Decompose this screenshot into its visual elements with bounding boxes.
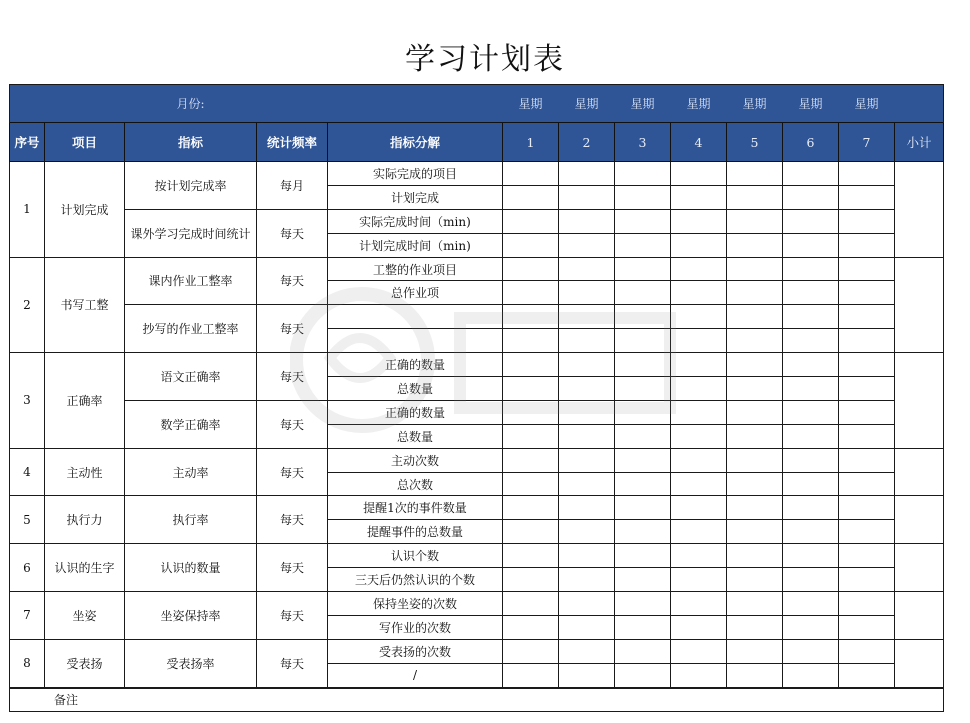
- day-entry-cell[interactable]: [671, 353, 727, 377]
- breakdown-cell: 提醒1次的事件数量: [328, 496, 503, 520]
- day-entry-cell[interactable]: [503, 209, 559, 233]
- day-entry-cell[interactable]: [559, 639, 615, 663]
- day-entry-cell[interactable]: [783, 615, 839, 639]
- week-label: 星期: [503, 85, 559, 123]
- day-entry-cell[interactable]: [671, 496, 727, 520]
- table-row: [10, 639, 944, 663]
- day-entry-cell[interactable]: [503, 400, 559, 424]
- day-entry-cell[interactable]: [503, 353, 559, 377]
- day-entry-cell[interactable]: [559, 329, 615, 353]
- day-entry-cell[interactable]: [671, 663, 727, 687]
- header-metric: 指标: [125, 123, 257, 162]
- table-row: [10, 162, 944, 186]
- day-entry-cell[interactable]: [727, 663, 783, 687]
- metric-cell: 语文正确率: [125, 353, 257, 401]
- breakdown-cell: /: [328, 663, 503, 687]
- day-entry-cell[interactable]: [615, 663, 671, 687]
- day-entry-cell[interactable]: [559, 568, 615, 592]
- day-entry-cell[interactable]: [503, 544, 559, 568]
- seq-cell: 8: [10, 639, 45, 687]
- day-entry-cell[interactable]: [839, 520, 895, 544]
- week-label: 星期: [783, 85, 839, 123]
- day-entry-cell[interactable]: [671, 377, 727, 401]
- day-entry-cell[interactable]: [671, 233, 727, 257]
- header-freq: 统计频率: [257, 123, 328, 162]
- day-entry-cell[interactable]: [503, 663, 559, 687]
- week-label: 星期: [615, 85, 671, 123]
- day-entry-cell[interactable]: [615, 233, 671, 257]
- day-entry-cell[interactable]: [671, 568, 727, 592]
- day-entry-cell[interactable]: [559, 424, 615, 448]
- day-entry-cell[interactable]: [615, 305, 671, 329]
- breakdown-cell: 提醒事件的总数量: [328, 520, 503, 544]
- day-entry-cell[interactable]: [671, 639, 727, 663]
- day-entry-cell[interactable]: [503, 377, 559, 401]
- item-cell: 主动性: [45, 448, 125, 496]
- day-entry-cell[interactable]: [615, 400, 671, 424]
- day-entry-cell[interactable]: [671, 615, 727, 639]
- day-entry-cell[interactable]: [783, 639, 839, 663]
- breakdown-cell: 计划完成: [328, 185, 503, 209]
- breakdown-cell: 总数量: [328, 424, 503, 448]
- item-cell: 正确率: [45, 353, 125, 449]
- day-entry-cell[interactable]: [783, 496, 839, 520]
- day-entry-cell[interactable]: [839, 496, 895, 520]
- day-entry-cell[interactable]: [783, 162, 839, 186]
- day-entry-cell[interactable]: [559, 520, 615, 544]
- day-entry-cell[interactable]: [615, 448, 671, 472]
- freq-cell: 每天: [257, 209, 328, 257]
- day-entry-cell[interactable]: [559, 544, 615, 568]
- day-entry-cell[interactable]: [503, 568, 559, 592]
- table-row: [10, 400, 944, 424]
- item-cell: 书写工整: [45, 257, 125, 353]
- day-entry-cell[interactable]: [783, 377, 839, 401]
- day-entry-cell[interactable]: [503, 329, 559, 353]
- day-entry-cell[interactable]: [615, 257, 671, 281]
- day-entry-cell[interactable]: [727, 305, 783, 329]
- day-entry-cell[interactable]: [615, 639, 671, 663]
- breakdown-cell: 正确的数量: [328, 353, 503, 377]
- month-blank: [45, 85, 125, 123]
- week-label: 星期: [727, 85, 783, 123]
- header-row: [10, 123, 944, 162]
- day-entry-cell[interactable]: [503, 305, 559, 329]
- day-entry-cell[interactable]: [671, 400, 727, 424]
- day-entry-cell[interactable]: [783, 544, 839, 568]
- header-seq: 序号: [10, 123, 45, 162]
- day-entry-cell[interactable]: [503, 472, 559, 496]
- item-cell: 坐姿: [45, 592, 125, 640]
- freq-cell: 每天: [257, 544, 328, 592]
- table-row: [10, 448, 944, 472]
- day-entry-cell[interactable]: [559, 162, 615, 186]
- month-row: [10, 85, 944, 123]
- seq-cell: 7: [10, 592, 45, 640]
- breakdown-cell: [328, 329, 503, 353]
- day-entry-cell[interactable]: [839, 424, 895, 448]
- table-row: [10, 209, 944, 233]
- metric-cell: 按计划完成率: [125, 162, 257, 210]
- week-label: 星期: [671, 85, 727, 123]
- metric-cell: 主动率: [125, 448, 257, 496]
- breakdown-cell: 工整的作业项目: [328, 257, 503, 281]
- item-cell: 计划完成: [45, 162, 125, 258]
- table-row: [10, 257, 944, 281]
- metric-cell: 课内作业工整率: [125, 257, 257, 305]
- month-blank: [10, 85, 45, 123]
- freq-cell: 每天: [257, 496, 328, 544]
- day-entry-cell[interactable]: [839, 329, 895, 353]
- freq-cell: 每天: [257, 448, 328, 496]
- metric-cell: 坐姿保持率: [125, 592, 257, 640]
- day-entry-cell[interactable]: [783, 209, 839, 233]
- day-entry-cell[interactable]: [615, 281, 671, 305]
- day-entry-cell[interactable]: [839, 233, 895, 257]
- freq-cell: 每天: [257, 305, 328, 353]
- note-label[interactable]: 备注: [10, 688, 944, 712]
- subtotal-cell[interactable]: [895, 448, 944, 496]
- header-item: 项目: [45, 123, 125, 162]
- day-entry-cell[interactable]: [671, 592, 727, 616]
- breakdown-cell: 认识个数: [328, 544, 503, 568]
- day-entry-cell[interactable]: [615, 568, 671, 592]
- header-breakdown: 指标分解: [328, 123, 503, 162]
- month-blank: [328, 85, 503, 123]
- day-entry-cell[interactable]: [783, 329, 839, 353]
- day-entry-cell[interactable]: [559, 448, 615, 472]
- item-cell: 执行力: [45, 496, 125, 544]
- day-entry-cell[interactable]: [783, 305, 839, 329]
- day-entry-cell[interactable]: [839, 377, 895, 401]
- subtotal-cell[interactable]: [895, 592, 944, 640]
- breakdown-cell: 三天后仍然认识的个数: [328, 568, 503, 592]
- header-day: 4: [671, 123, 727, 162]
- day-entry-cell[interactable]: [671, 544, 727, 568]
- day-entry-cell[interactable]: [671, 424, 727, 448]
- breakdown-cell: 实际完成时间（min): [328, 209, 503, 233]
- seq-cell: 5: [10, 496, 45, 544]
- day-entry-cell[interactable]: [783, 281, 839, 305]
- day-entry-cell[interactable]: [503, 185, 559, 209]
- day-entry-cell[interactable]: [839, 162, 895, 186]
- day-entry-cell[interactable]: [671, 448, 727, 472]
- freq-cell: 每天: [257, 592, 328, 640]
- item-cell: 受表扬: [45, 639, 125, 687]
- header-day: 6: [783, 123, 839, 162]
- seq-cell: 1: [10, 162, 45, 258]
- day-entry-cell[interactable]: [671, 257, 727, 281]
- breakdown-cell: 总数量: [328, 377, 503, 401]
- day-entry-cell[interactable]: [727, 233, 783, 257]
- table-row: [10, 353, 944, 377]
- day-entry-cell[interactable]: [783, 233, 839, 257]
- day-entry-cell[interactable]: [615, 377, 671, 401]
- day-entry-cell[interactable]: [559, 400, 615, 424]
- breakdown-cell: 写作业的次数: [328, 615, 503, 639]
- day-entry-cell[interactable]: [671, 472, 727, 496]
- metric-cell: 抄写的作业工整率: [125, 305, 257, 353]
- day-entry-cell[interactable]: [503, 233, 559, 257]
- breakdown-cell: 总作业项: [328, 281, 503, 305]
- day-entry-cell[interactable]: [671, 281, 727, 305]
- header-day: 1: [503, 123, 559, 162]
- day-entry-cell[interactable]: [615, 162, 671, 186]
- day-entry-cell[interactable]: [559, 305, 615, 329]
- day-entry-cell[interactable]: [839, 639, 895, 663]
- week-label: 星期: [559, 85, 615, 123]
- day-entry-cell[interactable]: [559, 615, 615, 639]
- table-row: [10, 592, 944, 616]
- day-entry-cell[interactable]: [727, 400, 783, 424]
- day-entry-cell[interactable]: [559, 257, 615, 281]
- day-entry-cell[interactable]: [727, 496, 783, 520]
- header-day: 2: [559, 123, 615, 162]
- day-entry-cell[interactable]: [783, 663, 839, 687]
- month-blank: [895, 85, 944, 123]
- subtotal-cell[interactable]: [895, 257, 944, 353]
- day-entry-cell[interactable]: [615, 329, 671, 353]
- freq-cell: 每天: [257, 353, 328, 401]
- day-entry-cell[interactable]: [615, 592, 671, 616]
- seq-cell: 3: [10, 353, 45, 449]
- subtotal-cell[interactable]: [895, 496, 944, 544]
- day-entry-cell[interactable]: [727, 209, 783, 233]
- day-entry-cell[interactable]: [839, 257, 895, 281]
- month-value-cell[interactable]: [257, 85, 328, 123]
- day-entry-cell[interactable]: [839, 209, 895, 233]
- day-entry-cell[interactable]: [503, 496, 559, 520]
- freq-cell: 每月: [257, 162, 328, 210]
- day-entry-cell[interactable]: [559, 472, 615, 496]
- day-entry-cell[interactable]: [783, 448, 839, 472]
- header-day: 3: [615, 123, 671, 162]
- freq-cell: 每天: [257, 639, 328, 687]
- header-day: 5: [727, 123, 783, 162]
- day-entry-cell[interactable]: [783, 400, 839, 424]
- day-entry-cell[interactable]: [615, 520, 671, 544]
- day-entry-cell[interactable]: [727, 424, 783, 448]
- seq-cell: 6: [10, 544, 45, 592]
- day-entry-cell[interactable]: [503, 520, 559, 544]
- breakdown-cell: 实际完成的项目: [328, 162, 503, 186]
- day-entry-cell[interactable]: [615, 544, 671, 568]
- study-plan-table: [9, 84, 944, 712]
- breakdown-cell: 总次数: [328, 472, 503, 496]
- day-entry-cell[interactable]: [783, 472, 839, 496]
- day-entry-cell[interactable]: [615, 353, 671, 377]
- day-entry-cell[interactable]: [839, 400, 895, 424]
- day-entry-cell[interactable]: [503, 615, 559, 639]
- day-entry-cell[interactable]: [671, 185, 727, 209]
- day-entry-cell[interactable]: [671, 209, 727, 233]
- day-entry-cell[interactable]: [559, 185, 615, 209]
- day-entry-cell[interactable]: [559, 209, 615, 233]
- day-entry-cell[interactable]: [615, 185, 671, 209]
- day-entry-cell[interactable]: [839, 305, 895, 329]
- table-row: [10, 305, 944, 329]
- breakdown-cell: 主动次数: [328, 448, 503, 472]
- seq-cell: 4: [10, 448, 45, 496]
- day-entry-cell[interactable]: [503, 592, 559, 616]
- day-entry-cell[interactable]: [839, 663, 895, 687]
- day-entry-cell[interactable]: [783, 353, 839, 377]
- day-entry-cell[interactable]: [671, 520, 727, 544]
- day-entry-cell[interactable]: [727, 329, 783, 353]
- day-entry-cell[interactable]: [615, 615, 671, 639]
- breakdown-cell: 正确的数量: [328, 400, 503, 424]
- day-entry-cell[interactable]: [503, 257, 559, 281]
- day-entry-cell[interactable]: [839, 353, 895, 377]
- day-entry-cell[interactable]: [727, 592, 783, 616]
- metric-cell: 课外学习完成时间统计: [125, 209, 257, 257]
- day-entry-cell[interactable]: [839, 568, 895, 592]
- metric-cell: 受表扬率: [125, 639, 257, 687]
- day-entry-cell[interactable]: [727, 472, 783, 496]
- metric-cell: 执行率: [125, 496, 257, 544]
- day-entry-cell[interactable]: [503, 448, 559, 472]
- day-entry-cell[interactable]: [503, 162, 559, 186]
- header-day: 7: [839, 123, 895, 162]
- day-entry-cell[interactable]: [671, 162, 727, 186]
- day-entry-cell[interactable]: [559, 496, 615, 520]
- day-entry-cell[interactable]: [727, 353, 783, 377]
- metric-cell: 数学正确率: [125, 400, 257, 448]
- metric-cell: 认识的数量: [125, 544, 257, 592]
- day-entry-cell[interactable]: [783, 185, 839, 209]
- note-row: [10, 688, 944, 712]
- day-entry-cell[interactable]: [503, 281, 559, 305]
- day-entry-cell[interactable]: [839, 544, 895, 568]
- day-entry-cell[interactable]: [727, 544, 783, 568]
- day-entry-cell[interactable]: [559, 592, 615, 616]
- day-entry-cell[interactable]: [839, 615, 895, 639]
- day-entry-cell[interactable]: [839, 185, 895, 209]
- day-entry-cell[interactable]: [839, 472, 895, 496]
- day-entry-cell[interactable]: [559, 233, 615, 257]
- table-row: [10, 496, 944, 520]
- day-entry-cell[interactable]: [727, 448, 783, 472]
- day-entry-cell[interactable]: [727, 639, 783, 663]
- day-entry-cell[interactable]: [503, 639, 559, 663]
- day-entry-cell[interactable]: [503, 424, 559, 448]
- day-entry-cell[interactable]: [839, 592, 895, 616]
- breakdown-cell: 受表扬的次数: [328, 639, 503, 663]
- day-entry-cell[interactable]: [615, 472, 671, 496]
- day-entry-cell[interactable]: [727, 162, 783, 186]
- day-entry-cell[interactable]: [783, 257, 839, 281]
- day-entry-cell[interactable]: [783, 520, 839, 544]
- freq-cell: 每天: [257, 257, 328, 305]
- week-label: 星期: [839, 85, 895, 123]
- breakdown-cell: [328, 305, 503, 329]
- day-entry-cell[interactable]: [559, 353, 615, 377]
- day-entry-cell[interactable]: [783, 424, 839, 448]
- day-entry-cell[interactable]: [783, 592, 839, 616]
- day-entry-cell[interactable]: [839, 281, 895, 305]
- day-entry-cell[interactable]: [783, 568, 839, 592]
- day-entry-cell[interactable]: [727, 377, 783, 401]
- day-entry-cell[interactable]: [671, 305, 727, 329]
- freq-cell: 每天: [257, 400, 328, 448]
- day-entry-cell[interactable]: [839, 448, 895, 472]
- month-label: 月份:: [125, 85, 257, 123]
- breakdown-cell: 计划完成时间（min): [328, 233, 503, 257]
- day-entry-cell[interactable]: [671, 329, 727, 353]
- day-entry-cell[interactable]: [615, 209, 671, 233]
- day-entry-cell[interactable]: [559, 663, 615, 687]
- day-entry-cell[interactable]: [615, 496, 671, 520]
- day-entry-cell[interactable]: [559, 377, 615, 401]
- page-title: 学习计划表: [405, 42, 565, 77]
- table-row: [10, 544, 944, 568]
- seq-cell: 2: [10, 257, 45, 353]
- day-entry-cell[interactable]: [727, 185, 783, 209]
- day-entry-cell[interactable]: [727, 281, 783, 305]
- day-entry-cell[interactable]: [615, 424, 671, 448]
- subtotal-cell[interactable]: [895, 639, 944, 687]
- day-entry-cell[interactable]: [727, 520, 783, 544]
- day-entry-cell[interactable]: [727, 257, 783, 281]
- day-entry-cell[interactable]: [559, 281, 615, 305]
- subtotal-cell[interactable]: [895, 544, 944, 592]
- day-entry-cell[interactable]: [727, 615, 783, 639]
- subtotal-cell[interactable]: [895, 162, 944, 258]
- breakdown-cell: 保持坐姿的次数: [328, 592, 503, 616]
- day-entry-cell[interactable]: [727, 568, 783, 592]
- item-cell: 认识的生字: [45, 544, 125, 592]
- header-subtotal: 小计: [895, 123, 944, 162]
- subtotal-cell[interactable]: [895, 353, 944, 449]
